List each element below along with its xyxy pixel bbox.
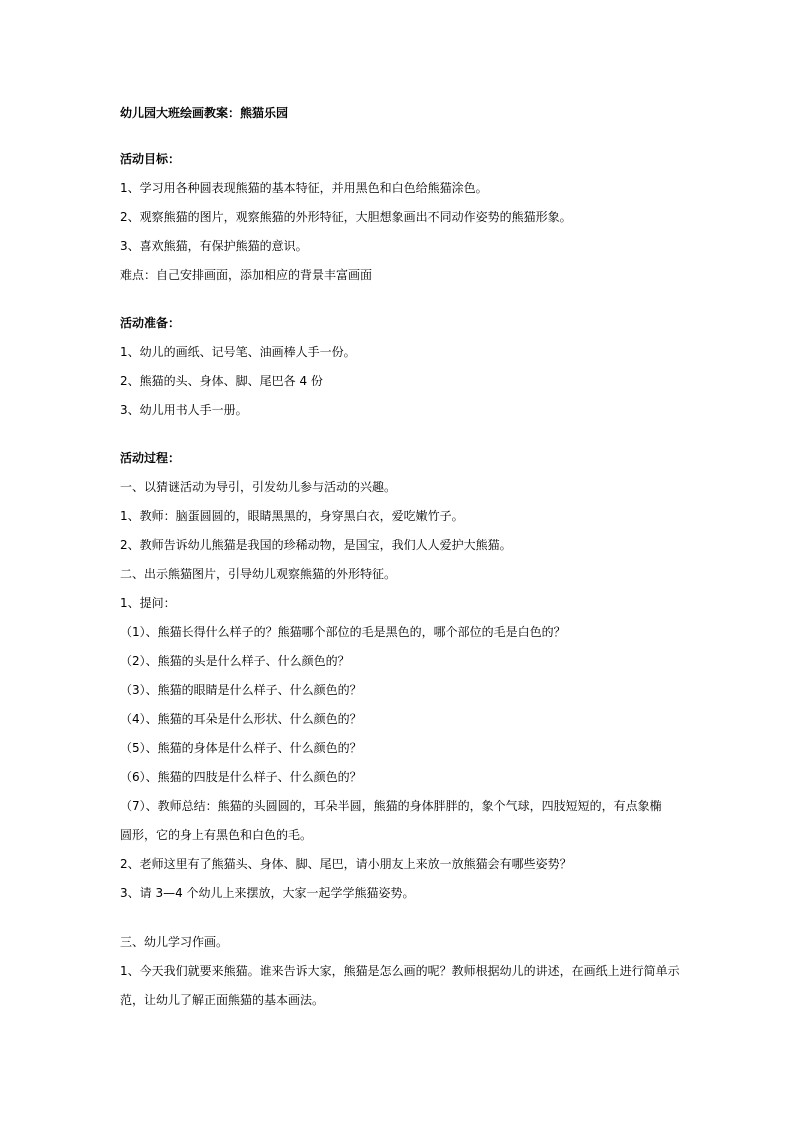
process-item: （1）、熊猫长得什么样子的？熊猫哪个部位的毛是黑色的，哪个部位的毛是白色的？ <box>120 625 566 639</box>
prep-item-2: 2、熊猫的头、身体、脚、尾巴各 4 份 <box>120 374 323 388</box>
process-item: 2、老师这里有了熊猫头、身体、脚、尾巴，请小朋友上来放一放熊猫会有哪些姿势？ <box>120 857 572 871</box>
process-item: （4）、熊猫的耳朵是什么形状、什么颜色的？ <box>120 712 362 726</box>
process-item: （7）、教师总结：熊猫的头圆圆的，耳朵半圆，熊猫的身体胖胖的，象个气球，四肢短短的，有点象椭 <box>120 799 662 813</box>
section-heading-goals: 活动目标： <box>120 152 181 166</box>
process-item: 1、教师：脑蛋圆圆的，眼睛黑黑的，身穿黑白衣，爱吃嫩竹子。 <box>120 509 464 523</box>
process-item: （3）、熊猫的眼睛是什么样子、什么颜色的？ <box>120 683 362 697</box>
drawing-item: 1、今天我们就要来熊猫。谁来告诉大家，熊猫是怎么画的呢？教师根据幼儿的讲述，在画纸上进行简单示 <box>120 964 680 978</box>
drawing-item: 范，让幼儿了解正面熊猫的基本画法。 <box>120 993 325 1007</box>
process-item: 二、出示熊猫图片，引导幼儿观察熊猫的外形特征。 <box>120 567 397 581</box>
process-item: 一、以猜谜活动为导引，引发幼儿参与活动的兴趣。 <box>120 480 397 494</box>
process-item: （6）、熊猫的四肢是什么样子、什么颜色的？ <box>120 770 362 784</box>
goal-item-1: 1、学习用各种圆表现熊猫的基本特征，并用黑色和白色给熊猫涂色。 <box>120 181 488 195</box>
drawing-heading: 三、幼儿学习作画。 <box>120 935 229 949</box>
goal-item-3: 3、喜欢熊猫，有保护熊猫的意识。 <box>120 239 308 253</box>
process-item: （5）、熊猫的身体是什么样子、什么颜色的？ <box>120 741 362 755</box>
prep-item-3: 3、幼儿用书人手一册。 <box>120 403 248 417</box>
process-item: 3、请 3—4 个幼儿上来摆放，大家一起学学熊猫姿势。 <box>120 886 415 900</box>
process-item: 1、提问： <box>120 596 176 610</box>
process-item: （2）、熊猫的头是什么样子、什么颜色的？ <box>120 654 350 668</box>
process-item: 圆形，它的身上有黑色和白色的毛。 <box>120 828 313 842</box>
process-item: 2、教师告诉幼儿熊猫是我国的珍稀动物，是国宝，我们人人爱护大熊猫。 <box>120 538 512 552</box>
document-title: 幼儿园大班绘画教案：熊猫乐园 <box>120 106 289 120</box>
goal-item-2: 2、观察熊猫的图片，观察熊猫的外形特征，大胆想象画出不同动作姿势的熊猫形象。 <box>120 210 572 224</box>
section-heading-process: 活动过程： <box>120 451 181 465</box>
prep-item-1: 1、幼儿的画纸、记号笔、油画棒人手一份。 <box>120 345 356 359</box>
section-heading-prep: 活动准备： <box>120 316 181 330</box>
goal-difficulty: 难点：自己安排画面，添加相应的背景丰富画面 <box>120 268 373 282</box>
